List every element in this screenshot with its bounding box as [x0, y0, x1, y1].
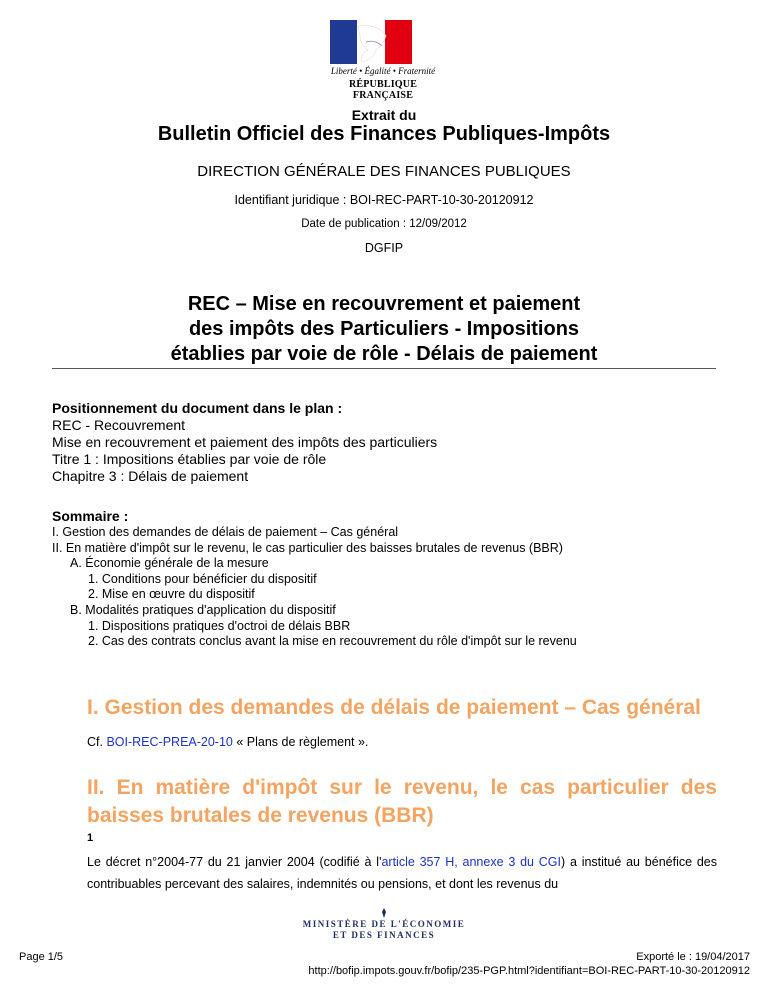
plan-line: REC - Recouvrement [52, 417, 186, 433]
section-2-heading: II. En matière d'impôt sur le revenu, le cas particulier des baisses brutales de revenus (BBR) [87, 776, 717, 827]
article-357h-link[interactable]: article 357 H, annexe 3 du CGI [381, 855, 561, 869]
republique-francaise-logo [318, 14, 448, 101]
cf-suffix: « Plans de règlement ». [232, 735, 369, 749]
extrait-label: Extrait du [351, 107, 417, 123]
date-publication: Date de publication : 12/09/2012 [301, 218, 467, 230]
dgfip-label: DGFIP [364, 241, 404, 255]
document-title-line: des impôts des Particuliers - Impositions [188, 318, 580, 340]
sommaire-item[interactable]: 2. Mise en œuvre du dispositif [88, 587, 255, 602]
logo-republique: RÉPUBLIQUE FRANÇAISE [348, 79, 418, 101]
section-1-heading: I. Gestion des demandes de délais de paiement – Cas général [87, 696, 701, 719]
sommaire-item[interactable]: 1. Conditions pour bénéficier du dispositif [88, 571, 317, 586]
page-number: Page 1/5 [19, 951, 64, 963]
plan-line: Mise en recouvrement et paiement des impôts des particuliers [52, 434, 438, 450]
ministere-line: MINISTÈRE DE L'ÉCONOMIE [302, 919, 466, 929]
ministere-logo [0, 908, 768, 941]
cf-prefix: Cf. [87, 735, 107, 749]
section-2-paragraph [87, 851, 717, 895]
document-title-line: établies par voie de rôle - Délais de paiement [170, 343, 598, 365]
para-suffix: ) a institué au bénéfice des contribuables percevant des salaires, indemnités ou pensions, et dont les revenus du [87, 855, 717, 891]
sommaire-item[interactable]: 2. Cas des contrats conclus avant la mise en recouvrement du rôle d'impôt sur le revenu [88, 634, 577, 649]
plan-line: Chapitre 3 : Délais de paiement [52, 468, 249, 484]
sommaire-item[interactable]: A. Économie générale de la mesure [70, 556, 269, 571]
boi-rec-prea-link[interactable]: BOI-REC-PREA-20-10 [106, 735, 233, 749]
sommaire-list [52, 525, 577, 650]
sommaire-item[interactable]: 1. Dispositions pratiques d'octroi de délais BBR [88, 618, 351, 633]
title-divider [52, 368, 716, 369]
marianne-flag-icon [330, 20, 412, 64]
section-1-reference [87, 735, 368, 749]
sommaire-item[interactable]: II. En matière d'impôt sur le revenu, le cas particulier des baisses brutales de revenus (BBR) [52, 540, 563, 555]
identifiant-juridique: Identifiant juridique : BOI-REC-PART-10-30-20120912 [234, 193, 534, 207]
export-date: Exporté le : 19/04/2017 [636, 951, 750, 963]
plan-line: Titre 1 : Impositions établies par voie de rôle [52, 451, 327, 467]
document-title [0, 292, 768, 367]
source-url[interactable]: http://bofip.impots.gouv.fr/bofip/235-PGP.html?identifiant=BOI-REC-PART-10-30-20120912 [308, 965, 750, 977]
document-title-line: REC – Mise en recouvrement et paiement [187, 293, 581, 315]
plan-label: Positionnement du document dans le plan : [52, 400, 343, 416]
logo-motto: Liberté • Égalité • Fraternité [330, 66, 436, 76]
bulletin-title: Bulletin Officiel des Finances Publiques-Impôts [157, 123, 611, 145]
para-prefix: Le décret n°2004-77 du 21 janvier 2004 (codifié à l' [87, 855, 382, 869]
paragraph-number: 1 [87, 832, 94, 844]
ministere-emblem-icon [378, 908, 390, 918]
plan-position [52, 400, 437, 485]
sommaire-label: Sommaire : [52, 508, 129, 524]
sommaire-item[interactable]: I. Gestion des demandes de délais de paiement – Cas général [52, 525, 399, 539]
ministere-line: ET DES FINANCES [332, 930, 436, 940]
sommaire-item[interactable]: B. Modalités pratiques d'application du dispositif [70, 602, 336, 617]
direction-label: DIRECTION GÉNÉRALE DES FINANCES PUBLIQUES [197, 163, 571, 180]
